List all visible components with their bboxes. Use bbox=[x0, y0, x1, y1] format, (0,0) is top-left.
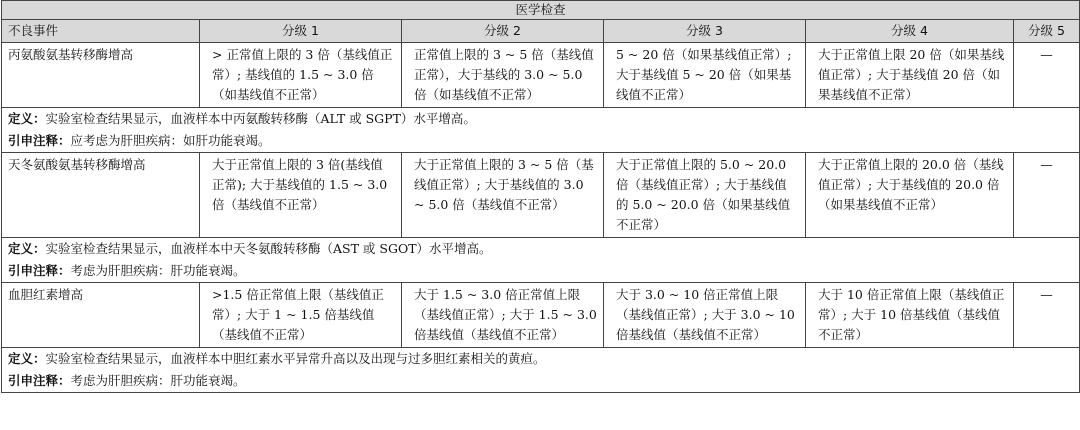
definition-row bbox=[2, 108, 1080, 131]
grade-1-cell: > 正常值上限的 3 倍（基线值正常）; 基线值的 1.5 ~ 3.0 倍（如基线值不正常） bbox=[200, 43, 402, 108]
definition bbox=[2, 108, 1080, 131]
table-row bbox=[2, 283, 1080, 348]
header-grade-1: 分级 1 bbox=[200, 20, 402, 43]
grade-2-cell: 大于 1.5 ~ 3.0 倍正常值上限（基线值正常）; 大于 1.5 ~ 3.0 倍基线值（基线值不正常） bbox=[402, 283, 604, 348]
definition-text: 实验室检查结果显示，血液样本中胆红素水平异常升高以及出现与过多胆红素相关的黄疸。 bbox=[45, 351, 546, 366]
event-name: 天冬氨酸氨基转移酶增高 bbox=[2, 153, 200, 238]
definition-label: 定义： bbox=[8, 241, 46, 256]
header-grade-2: 分级 2 bbox=[402, 20, 604, 43]
definition-text: 实验室检查结果显示，血液样本中天冬氨酸转移酶（AST 或 SGOT）水平增高。 bbox=[45, 241, 492, 256]
header-grade-5: 分级 5 bbox=[1014, 20, 1080, 43]
grade-4-cell: 大于正常值上限的 20.0 倍（基线值正常）; 大于基线值的 20.0 倍（如果基线值不正常） bbox=[806, 153, 1014, 238]
table-row bbox=[2, 43, 1080, 108]
note-label: 引申注释： bbox=[8, 373, 71, 388]
grade-5-cell: — bbox=[1014, 43, 1080, 108]
adverse-event-grading-table bbox=[1, 0, 1080, 393]
note-row bbox=[2, 130, 1080, 153]
note-label: 引申注释： bbox=[8, 263, 71, 278]
definition-row bbox=[2, 348, 1080, 371]
event-name: 丙氨酸氨基转移酶增高 bbox=[2, 43, 200, 108]
grade-5-cell: — bbox=[1014, 283, 1080, 348]
section-title-row bbox=[2, 1, 1080, 20]
grade-3-cell: 大于 3.0 ~ 10 倍正常值上限（基线值正常）; 大于 3.0 ~ 10 倍基线值（基线值不正常） bbox=[604, 283, 806, 348]
grade-5-cell: — bbox=[1014, 153, 1080, 238]
header-event: 不良事件 bbox=[2, 20, 200, 43]
definition-text: 实验室检查结果显示，血液样本中丙氨酸转移酶（ALT 或 SGPT）水平增高。 bbox=[45, 111, 476, 126]
definition bbox=[2, 348, 1080, 371]
note-text: 应考虑为肝胆疾病：如肝功能衰竭。 bbox=[70, 133, 271, 148]
section-title: 医学检查 bbox=[2, 1, 1080, 20]
note bbox=[2, 260, 1080, 283]
header-grade-4: 分级 4 bbox=[806, 20, 1014, 43]
grade-3-cell: 5 ~ 20 倍（如果基线值正常）; 大于基线值 5 ~ 20 倍（如果基线值不正常） bbox=[604, 43, 806, 108]
note-row bbox=[2, 260, 1080, 283]
grade-1-cell: >1.5 倍正常值上限（基线值正常）; 大于 1 ~ 1.5 倍基线值（基线值不正常） bbox=[200, 283, 402, 348]
grade-2-cell: 大于正常值上限的 3 ~ 5 倍（基线值正常）; 大于基线值的 3.0 ~ 5.0 倍（基线值不正常） bbox=[402, 153, 604, 238]
definition bbox=[2, 238, 1080, 261]
note-text: 考虑为肝胆疾病：肝功能衰竭。 bbox=[70, 263, 246, 278]
event-name: 血胆红素增高 bbox=[2, 283, 200, 348]
definition-label: 定义： bbox=[8, 111, 46, 126]
definition-row bbox=[2, 238, 1080, 261]
grade-4-cell: 大于 10 倍正常值上限（基线值正常）; 大于 10 倍基线值（基线值不正常） bbox=[806, 283, 1014, 348]
header-row bbox=[2, 20, 1080, 43]
header-grade-3: 分级 3 bbox=[604, 20, 806, 43]
note-row bbox=[2, 370, 1080, 393]
definition-label: 定义： bbox=[8, 351, 46, 366]
grade-3-cell: 大于正常值上限的 5.0 ~ 20.0 倍（基线值正常）; 大于基线值的 5.0 ~ 20.0 倍（如果基线值不正常） bbox=[604, 153, 806, 238]
grade-4-cell: 大于正常值上限 20 倍（如果基线值正常）; 大于基线值 20 倍（如果基线值不正常） bbox=[806, 43, 1014, 108]
note-text: 考虑为肝胆疾病：肝功能衰竭。 bbox=[70, 373, 246, 388]
note bbox=[2, 130, 1080, 153]
note bbox=[2, 370, 1080, 393]
note-label: 引申注释： bbox=[8, 133, 71, 148]
table-row bbox=[2, 153, 1080, 238]
grade-2-cell: 正常值上限的 3 ~ 5 倍（基线值正常），大于基线的 3.0 ~ 5.0 倍（如基线值不正常） bbox=[402, 43, 604, 108]
grade-1-cell: 大于正常值上限的 3 倍(基线值正常); 大于基线值的 1.5 ~ 3.0 倍（基线值不正常） bbox=[200, 153, 402, 238]
